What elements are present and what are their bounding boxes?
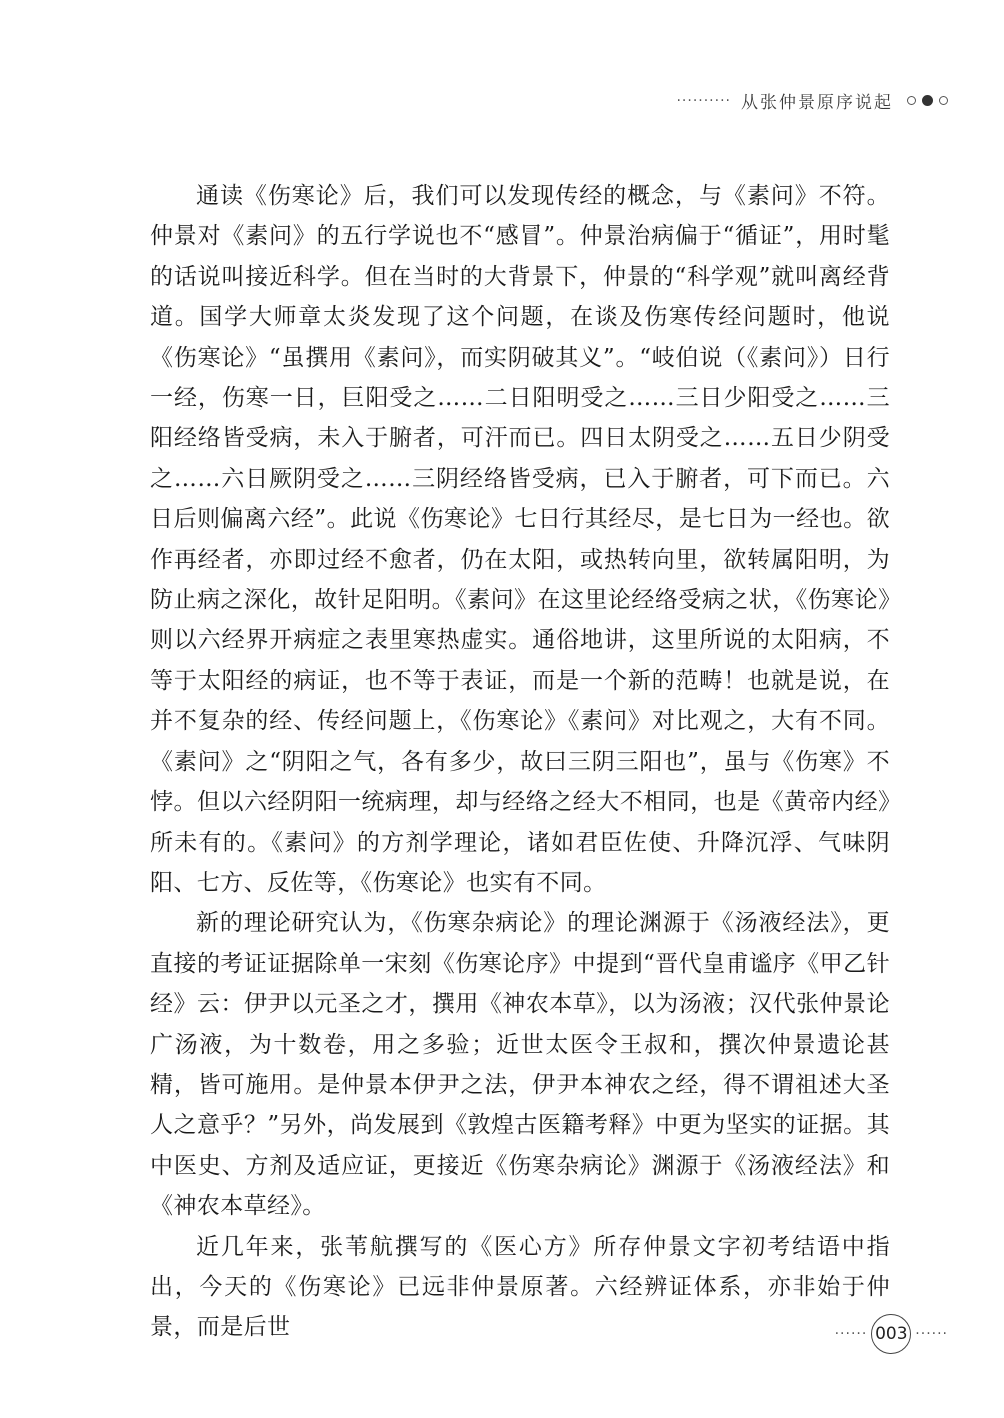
header-dot-leader: ·········· [676, 92, 731, 109]
paragraph: 新的理论研究认为，《伤寒杂病论》的理论渊源于《汤液经法》，更直接的考证证据除单一宋刻《伤寒论序》中提到“晋代皇甫谧序《甲乙针经》云：伊尹以元圣之才，撰用《神农本草》，以为汤液；汉代张仲景论广汤液，为十数卷，用之多验；近世太医令王叔和，撰次仲景遗论甚精，皆可施用。是仲景本伊尹之法，伊尹本神农之经，得不谓祖述大圣人之意乎？”另外，尚发展到《敦煌古医籍考释》中更为坚实的证据。其中医史、方剂及适应证，更接近《伤寒杂病论》渊源于《汤液经法》和《神农本草经》。 [150, 910, 890, 1220]
folio-dot-leader: ······ [915, 1326, 948, 1342]
header-circle-ornament [907, 95, 948, 106]
filled-circle-icon [922, 95, 933, 106]
hollow-circle-icon [907, 96, 916, 105]
folio-dot-leader: ······ [834, 1326, 868, 1342]
page-folio [835, 1314, 948, 1354]
page-number: 003 [871, 1314, 911, 1354]
running-header [676, 88, 948, 113]
hollow-circle-icon [939, 96, 948, 105]
chapter-title: 从张仲景原序说起 [741, 93, 893, 113]
paragraph: 近几年来，张苇航撰写的《医心方》所存仲景文字初考结语中指出，今天的《伤寒论》已远非仲景原著。六经辨证体系，亦非始于仲景，而是后世 [150, 1233, 890, 1341]
body-text [150, 176, 890, 1348]
paragraph: 通读《伤寒论》后，我们可以发现传经的概念，与《素问》不符。仲景对《素问》的五行学说也不“感冒”。仲景治病偏于“循证”，用时髦的话说叫接近科学。但在当时的大背景下，仲景的“科学观”就叫离经背道。国学大师章太炎发现了这个问题，在谈及伤寒传经问题时，他说《伤寒论》“虽撰用《素问》，而实阴破其义”。“岐伯说（《素问》）日行一经，伤寒一日，巨阳受之……二日阳明受之……三日少阳受之……三阳经络皆受病，未入于腑者，可汗而已。四日太阴受之……五日少阴受之……六日厥阴受之……三阴经络皆受病，已入于腑者，可下而已。六日后则偏离六经”。此说《伤寒论》七日行其经尽，是七日为一经也。欲作再经者，亦即过经不愈者，仍在太阳，或热转向里，欲转属阳明，为防止病之深化，故针足阳明。《素问》在这里论经络受病之状，《伤寒论》则以六经界开病症之表里寒热虚实。通俗地讲，这里所说的太阳病，不等于太阳经的病证，也不等于表证，而是一个新的范畴！也就是说，在并不复杂的经、传经问题上，《伤寒论》《素问》对比观之，大有不同。《素问》之“阴阳之气，各有多少，故曰三阴三阳也”，虽与《伤寒》不悖。但以六经阴阳一统病理，却与经络之经大不相同，也是《黄帝内经》所未有的。《素问》的方剂学理论，诸如君臣佐使、升降沉浮、气味阴阳、七方、反佐等，《伤寒论》也实有不同。 [150, 183, 890, 896]
